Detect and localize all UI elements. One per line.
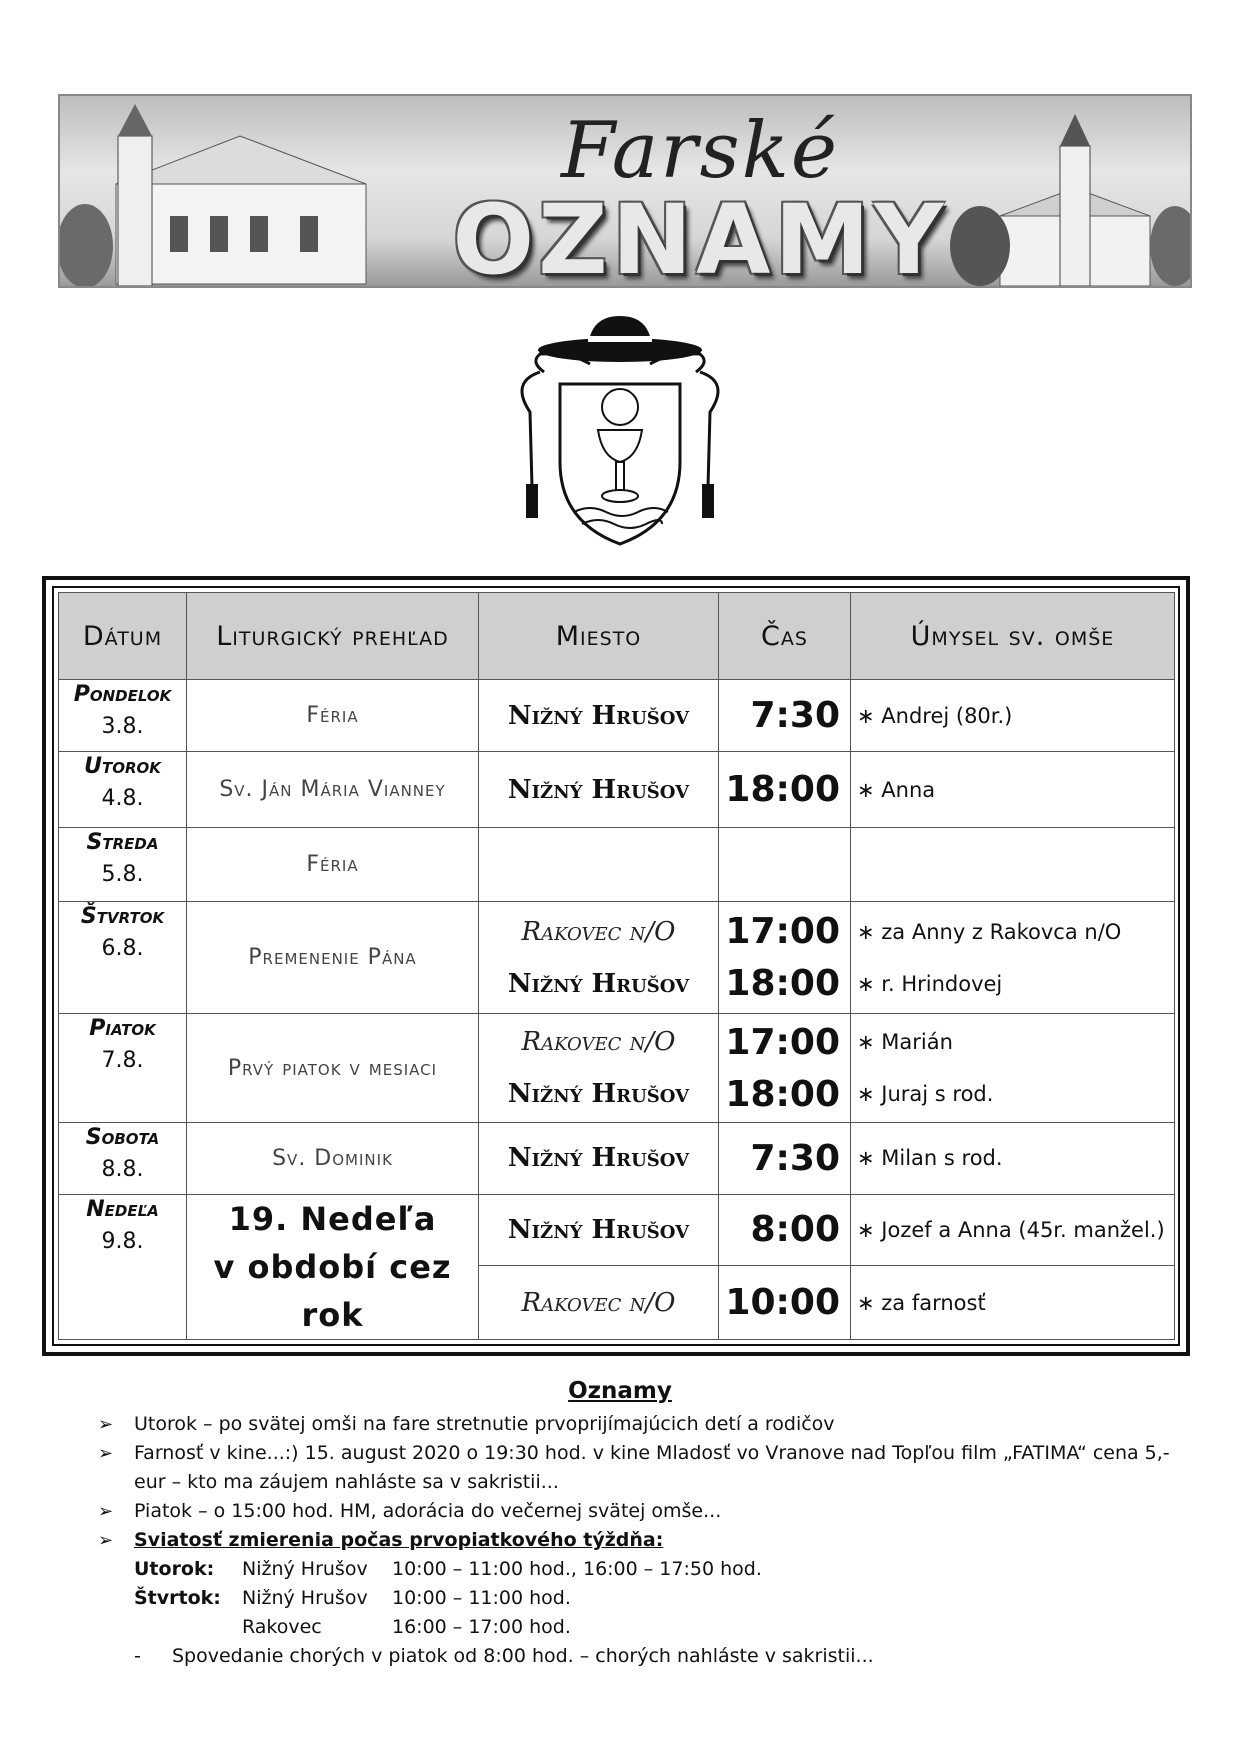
sick-confession-note	[134, 1642, 1240, 1671]
liturgy-cell: Premenenie Pána	[187, 902, 479, 1014]
day-cell	[59, 1194, 187, 1339]
confession-row	[134, 1584, 1240, 1613]
confession-times: 16:00 – 17:00 hod.	[392, 1616, 571, 1638]
day-name: Piatok	[89, 1016, 156, 1042]
time-cell	[719, 1194, 851, 1266]
table-header-row	[59, 593, 1175, 680]
confession-day: Štvrtok:	[134, 1587, 221, 1609]
time-text: 18:00	[725, 963, 840, 1005]
intention-text: ∗ Marián	[857, 1030, 953, 1055]
intention-text: ∗ Andrej (80r.)	[857, 703, 1013, 728]
liturgy-cell: Sv. Ján Mária Vianney	[187, 752, 479, 828]
place-cell	[479, 828, 719, 902]
day-date: 4.8.	[101, 786, 144, 812]
time-cell	[719, 828, 851, 902]
arrow-icon: ➢	[98, 1530, 114, 1551]
time-text: 18:00	[725, 1073, 840, 1115]
table-row	[59, 1194, 1175, 1266]
day-name: Štvrtok	[80, 904, 165, 930]
day-date: 3.8.	[101, 714, 144, 739]
header-place: Miesto	[479, 593, 719, 680]
place-text: Rakovec n/O	[521, 1027, 676, 1058]
day-cell	[59, 1014, 187, 1122]
dash-icon: -	[134, 1645, 141, 1667]
confession-times: 10:00 – 11:00 hod., 16:00 – 17:50 hod.	[392, 1558, 762, 1580]
announcements-title: Oznamy	[568, 1378, 672, 1404]
list-item	[98, 1497, 1178, 1526]
place-cell	[479, 752, 719, 828]
list-item	[98, 1410, 1178, 1439]
day-cell	[59, 752, 187, 828]
intention-text: ∗ za Anny z Rakovca n/O	[857, 919, 1122, 944]
liturgy-cell: Sv. Dominik	[187, 1122, 479, 1194]
time-text: 17:00	[725, 911, 840, 953]
place-text: Nižný Hrušov	[507, 774, 690, 805]
arrow-icon: ➢	[98, 1501, 114, 1522]
table-row	[59, 902, 1175, 1014]
announcement-text: Piatok – o 15:00 hod. HM, adorácia do večernej svätej omše...	[134, 1500, 722, 1522]
intention-cell	[851, 1122, 1175, 1194]
day-date: 8.8.	[101, 1156, 144, 1182]
time-text: 7:30	[750, 695, 840, 737]
confession-day	[134, 1613, 242, 1642]
intention-cell	[851, 1266, 1175, 1340]
intention-text: ∗ r. Hrindovej	[857, 971, 1003, 996]
intention-cell	[851, 1014, 1175, 1122]
confession-row	[134, 1613, 1240, 1642]
announcements-section	[0, 1378, 1240, 1671]
intention-cell	[851, 752, 1175, 828]
day-cell	[59, 828, 187, 902]
intention-cell	[851, 1194, 1175, 1266]
liturgy-line: 19. Nedeľa	[228, 1199, 437, 1238]
place-cell	[479, 1014, 719, 1122]
header-date: Dátum	[59, 593, 187, 680]
place-text: Nižný Hrušov	[507, 1079, 690, 1110]
liturgy-cell: Prvý piatok v mesiaci	[187, 1014, 479, 1122]
place-text: Nižný Hrušov	[507, 1214, 690, 1245]
header-liturgy: Liturgický prehľad	[187, 593, 479, 680]
place-cell	[479, 1122, 719, 1194]
place-text: Nižný Hrušov	[507, 1143, 690, 1174]
day-cell	[59, 1122, 187, 1194]
liturgy-cell	[187, 1194, 479, 1339]
header-intention: Úmysel sv. omše	[851, 593, 1175, 680]
table-row	[59, 752, 1175, 828]
time-cell	[719, 680, 851, 752]
announcements-list	[98, 1410, 1178, 1555]
table-row	[59, 680, 1175, 752]
intention-cell	[851, 902, 1175, 1014]
coat-of-arms-icon	[510, 312, 730, 552]
day-cell	[59, 902, 187, 1014]
place-text: Rakovec n/O	[521, 1287, 676, 1318]
day-name: Utorok	[84, 754, 161, 780]
day-name: Pondelok	[73, 682, 172, 707]
liturgy-cell: Féria	[187, 680, 479, 752]
day-cell	[59, 680, 187, 752]
announcement-text: Utorok – po svätej omši na fare stretnutie prvoprijímajúcich detí a rodičov	[134, 1413, 835, 1435]
list-item	[98, 1526, 1178, 1555]
confession-schedule	[134, 1555, 1240, 1642]
arrow-icon: ➢	[98, 1443, 114, 1464]
liturgy-cell: Féria	[187, 828, 479, 902]
liturgy-line: v období cez rok	[213, 1247, 452, 1334]
sick-note-text: Spovedanie chorých v piatok od 8:00 hod. – chorých nahláste v sakristii...	[172, 1645, 874, 1667]
day-date: 5.8.	[101, 862, 144, 888]
place-text: Nižný Hrušov	[507, 968, 690, 999]
time-text: 8:00	[750, 1209, 840, 1251]
day-name: Sobota	[85, 1124, 160, 1150]
banner-script-text: Farské	[560, 106, 840, 196]
time-cell	[719, 902, 851, 1014]
place-cell	[479, 1266, 719, 1340]
day-date: 7.8.	[101, 1048, 144, 1074]
header-banner	[58, 94, 1192, 288]
intention-text: ∗ Anna	[857, 777, 936, 802]
announcement-text: Sviatosť zmierenia počas prvopiatkového týždňa:	[134, 1529, 664, 1551]
confession-place: Nižný Hrušov	[242, 1587, 368, 1609]
intention-cell	[851, 828, 1175, 902]
confession-place: Rakovec	[242, 1616, 322, 1638]
time-cell	[719, 752, 851, 828]
place-cell	[479, 902, 719, 1014]
confession-place: Nižný Hrušov	[242, 1558, 368, 1580]
place-cell	[479, 680, 719, 752]
mass-schedule-table	[58, 592, 1175, 1340]
time-cell	[719, 1122, 851, 1194]
table-row	[59, 1122, 1175, 1194]
time-cell	[719, 1014, 851, 1122]
time-text: 18:00	[725, 769, 840, 811]
intention-text: ∗ za farnosť	[857, 1290, 986, 1315]
place-text: Nižný Hrušov	[507, 700, 690, 731]
intention-text: ∗ Juraj s rod.	[857, 1082, 994, 1107]
day-name: Nedeľa	[86, 1196, 159, 1222]
confession-day: Utorok:	[134, 1558, 215, 1580]
arrow-icon: ➢	[98, 1414, 114, 1435]
confession-times: 10:00 – 11:00 hod.	[392, 1587, 571, 1609]
banner-title: OZNAMY	[452, 184, 948, 288]
time-text: 17:00	[725, 1021, 840, 1063]
day-date: 9.8.	[101, 1228, 144, 1254]
day-name: Streda	[86, 830, 159, 856]
table-row	[59, 1014, 1175, 1122]
table-row	[59, 828, 1175, 902]
time-text: 7:30	[750, 1137, 840, 1179]
intention-text: ∗ Jozef a Anna (45r. manžel.)	[857, 1217, 1165, 1242]
place-text: Rakovec n/O	[521, 916, 676, 947]
intention-text: ∗ Milan s rod.	[857, 1146, 1003, 1171]
place-cell	[479, 1194, 719, 1266]
time-text: 10:00	[725, 1282, 840, 1324]
announcement-text: Farnosť v kine...:) 15. august 2020 o 19:30 hod. v kine Mladosť vo Vranove nad Topľou film „FATIMA“ cena 5,- eur – kto ma záujem nahláste sa v sakristii...	[134, 1442, 1170, 1493]
list-item	[98, 1439, 1178, 1497]
confession-row	[134, 1555, 1240, 1584]
header-time: Čas	[719, 593, 851, 680]
day-date: 6.8.	[101, 936, 144, 962]
intention-cell	[851, 680, 1175, 752]
time-cell	[719, 1266, 851, 1340]
